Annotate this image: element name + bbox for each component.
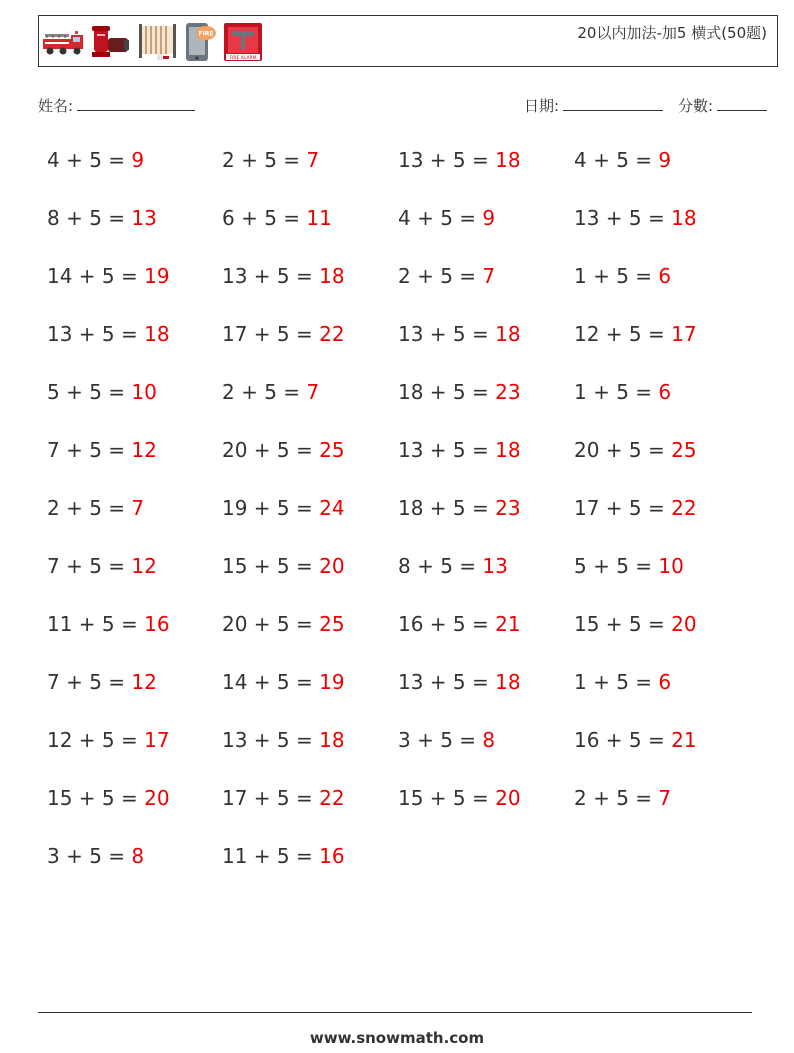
problem-expression: 4 + 5 =: [398, 206, 477, 230]
problem-item: [47, 148, 144, 172]
problem-expression: 3 + 5 =: [47, 844, 126, 868]
problem-item: [47, 728, 170, 752]
problem-expression: 15 + 5 =: [47, 786, 138, 810]
problem-answer: 18: [319, 728, 345, 752]
problem-answer: 22: [319, 786, 345, 810]
problem-answer: 7: [658, 786, 672, 810]
problem-answer: 10: [658, 554, 684, 578]
problem-expression: 17 + 5 =: [222, 322, 313, 346]
problem-answer: 21: [495, 612, 521, 636]
problem-expression: 13 + 5 =: [398, 438, 489, 462]
problem-item: [574, 148, 671, 172]
problem-item: [47, 670, 157, 694]
footer-divider: [38, 1012, 752, 1013]
problem-answer: 6: [658, 670, 672, 694]
problem-answer: 11: [306, 206, 332, 230]
problem-answer: 7: [131, 496, 145, 520]
problem-item: [574, 380, 671, 404]
problem-item: [222, 438, 345, 462]
problem-answer: 25: [319, 612, 345, 636]
problem-expression: 7 + 5 =: [47, 554, 126, 578]
problem-expression: 15 + 5 =: [222, 554, 313, 578]
problem-answer: 9: [658, 148, 672, 172]
problem-answer: 23: [495, 496, 521, 520]
problem-answer: 18: [495, 438, 521, 462]
problem-expression: 17 + 5 =: [574, 496, 665, 520]
problem-item: [47, 438, 157, 462]
fire-truck-icon: [41, 27, 85, 57]
problem-answer: 9: [131, 148, 145, 172]
problem-answer: 10: [131, 380, 157, 404]
problem-answer: 17: [671, 322, 697, 346]
problem-expression: 6 + 5 =: [222, 206, 301, 230]
problem-item: [574, 728, 697, 752]
problem-answer: 18: [144, 322, 170, 346]
problem-answer: 9: [482, 206, 496, 230]
problem-item: [398, 554, 508, 578]
problem-item: [47, 496, 144, 520]
problem-answer: 24: [319, 496, 345, 520]
problem-expression: 7 + 5 =: [47, 670, 126, 694]
problem-expression: 20 + 5 =: [222, 612, 313, 636]
problem-item: [222, 206, 332, 230]
problem-item: [222, 496, 345, 520]
problem-item: [398, 264, 495, 288]
problem-item: [398, 206, 495, 230]
problem-answer: 7: [306, 380, 320, 404]
problem-answer: 17: [144, 728, 170, 752]
problem-item: [574, 670, 671, 694]
problem-expression: 13 + 5 =: [574, 206, 665, 230]
problem-expression: 14 + 5 =: [222, 670, 313, 694]
problem-expression: 16 + 5 =: [398, 612, 489, 636]
problem-answer: 18: [495, 322, 521, 346]
problem-item: [398, 786, 521, 810]
problem-item: [47, 206, 157, 230]
score-blank[interactable]: [717, 96, 767, 111]
problem-item: [398, 612, 521, 636]
score-label: 分數:: [678, 97, 714, 115]
problem-expression: 13 + 5 =: [398, 148, 489, 172]
problem-expression: 15 + 5 =: [574, 612, 665, 636]
problem-expression: 12 + 5 =: [47, 728, 138, 752]
problem-item: [574, 206, 697, 230]
fire-bubble-label: FIRE: [198, 30, 214, 38]
problem-expression: 8 + 5 =: [398, 554, 477, 578]
problem-answer: 7: [482, 264, 496, 288]
problem-expression: 11 + 5 =: [47, 612, 138, 636]
problem-expression: 18 + 5 =: [398, 496, 489, 520]
problem-answer: 25: [671, 438, 697, 462]
name-blank[interactable]: [77, 96, 195, 111]
date-field[interactable]: [524, 95, 663, 116]
problem-item: [47, 322, 170, 346]
problem-item: [398, 322, 521, 346]
problem-answer: 18: [495, 670, 521, 694]
problem-item: [574, 322, 697, 346]
fire-hose-icon: [135, 20, 179, 64]
date-label: 日期:: [524, 97, 560, 115]
worksheet-header: [38, 15, 778, 67]
problem-expression: 15 + 5 =: [398, 786, 489, 810]
problem-expression: 5 + 5 =: [574, 554, 653, 578]
problem-answer: 18: [319, 264, 345, 288]
problem-answer: 8: [131, 844, 145, 868]
problem-answer: 16: [144, 612, 170, 636]
problem-item: [574, 264, 671, 288]
problem-expression: 18 + 5 =: [398, 380, 489, 404]
problem-expression: 7 + 5 =: [47, 438, 126, 462]
problem-answer: 18: [495, 148, 521, 172]
name-label: 姓名:: [38, 97, 74, 115]
problem-item: [222, 554, 345, 578]
problem-item: [47, 554, 157, 578]
problem-expression: 5 + 5 =: [47, 380, 126, 404]
problem-expression: 17 + 5 =: [222, 786, 313, 810]
problem-item: [222, 264, 345, 288]
problem-item: [47, 612, 170, 636]
problem-answer: 6: [658, 264, 672, 288]
problem-answer: 12: [131, 554, 157, 578]
problem-expression: 4 + 5 =: [574, 148, 653, 172]
problem-answer: 25: [319, 438, 345, 462]
problem-expression: 13 + 5 =: [222, 728, 313, 752]
problem-item: [574, 612, 697, 636]
problem-expression: 20 + 5 =: [222, 438, 313, 462]
problem-expression: 1 + 5 =: [574, 380, 653, 404]
problem-expression: 3 + 5 =: [398, 728, 477, 752]
problem-answer: 8: [482, 728, 496, 752]
footer-url: www.snowmath.com: [309, 1029, 485, 1047]
problem-item: [574, 496, 697, 520]
problem-answer: 19: [144, 264, 170, 288]
problem-item: [47, 786, 170, 810]
problem-item: [47, 844, 144, 868]
problem-item: [222, 844, 345, 868]
problem-expression: 2 + 5 =: [222, 148, 301, 172]
problem-answer: 20: [144, 786, 170, 810]
header-icons: [41, 20, 265, 64]
date-blank[interactable]: [563, 96, 663, 111]
problem-item: [398, 670, 521, 694]
problem-item: [222, 322, 345, 346]
problem-answer: 22: [671, 496, 697, 520]
problem-expression: 11 + 5 =: [222, 844, 313, 868]
problem-expression: 13 + 5 =: [222, 264, 313, 288]
problem-answer: 21: [671, 728, 697, 752]
problem-answer: 20: [671, 612, 697, 636]
problem-answer: 12: [131, 670, 157, 694]
problem-expression: 19 + 5 =: [222, 496, 313, 520]
problem-answer: 22: [319, 322, 345, 346]
problem-expression: 1 + 5 =: [574, 670, 653, 694]
problem-expression: 13 + 5 =: [47, 322, 138, 346]
problem-answer: 13: [131, 206, 157, 230]
problem-expression: 1 + 5 =: [574, 264, 653, 288]
problem-expression: 12 + 5 =: [574, 322, 665, 346]
problem-answer: 20: [495, 786, 521, 810]
problem-item: [574, 786, 671, 810]
problem-expression: 16 + 5 =: [574, 728, 665, 752]
problem-item: [222, 380, 319, 404]
problem-expression: 14 + 5 =: [47, 264, 138, 288]
worksheet-title: 20以内加法-加5 横式(50题): [577, 24, 767, 42]
problem-item: [398, 438, 521, 462]
problem-expression: 8 + 5 =: [47, 206, 126, 230]
problem-item: [398, 380, 521, 404]
problem-item: [47, 264, 170, 288]
problem-item: [574, 554, 684, 578]
fire-alarm-label: FIRE ALARM: [229, 55, 257, 61]
problem-answer: 16: [319, 844, 345, 868]
problem-item: [47, 380, 157, 404]
problem-expression: 4 + 5 =: [47, 148, 126, 172]
problem-item: [222, 786, 345, 810]
problem-answer: 18: [671, 206, 697, 230]
problem-item: [574, 438, 697, 462]
problem-item: [398, 728, 495, 752]
problem-answer: 23: [495, 380, 521, 404]
problem-item: [222, 612, 345, 636]
problem-answer: 12: [131, 438, 157, 462]
problem-expression: 2 + 5 =: [222, 380, 301, 404]
problem-answer: 19: [319, 670, 345, 694]
problem-item: [222, 728, 345, 752]
fire-hydrant-icon: [88, 22, 132, 62]
problem-item: [398, 148, 521, 172]
problem-answer: 7: [306, 148, 320, 172]
problem-item: [222, 148, 319, 172]
problem-item: [222, 670, 345, 694]
name-field[interactable]: [38, 95, 195, 116]
problem-answer: 13: [482, 554, 508, 578]
fire-phone-icon: [182, 20, 218, 64]
problem-item: [398, 496, 521, 520]
problem-expression: 2 + 5 =: [398, 264, 477, 288]
problem-answer: 20: [319, 554, 345, 578]
fire-alarm-icon: [221, 20, 265, 64]
score-field[interactable]: [678, 95, 767, 116]
problem-expression: 13 + 5 =: [398, 322, 489, 346]
problem-expression: 13 + 5 =: [398, 670, 489, 694]
problem-expression: 20 + 5 =: [574, 438, 665, 462]
problem-expression: 2 + 5 =: [574, 786, 653, 810]
problem-answer: 6: [658, 380, 672, 404]
problem-expression: 2 + 5 =: [47, 496, 126, 520]
